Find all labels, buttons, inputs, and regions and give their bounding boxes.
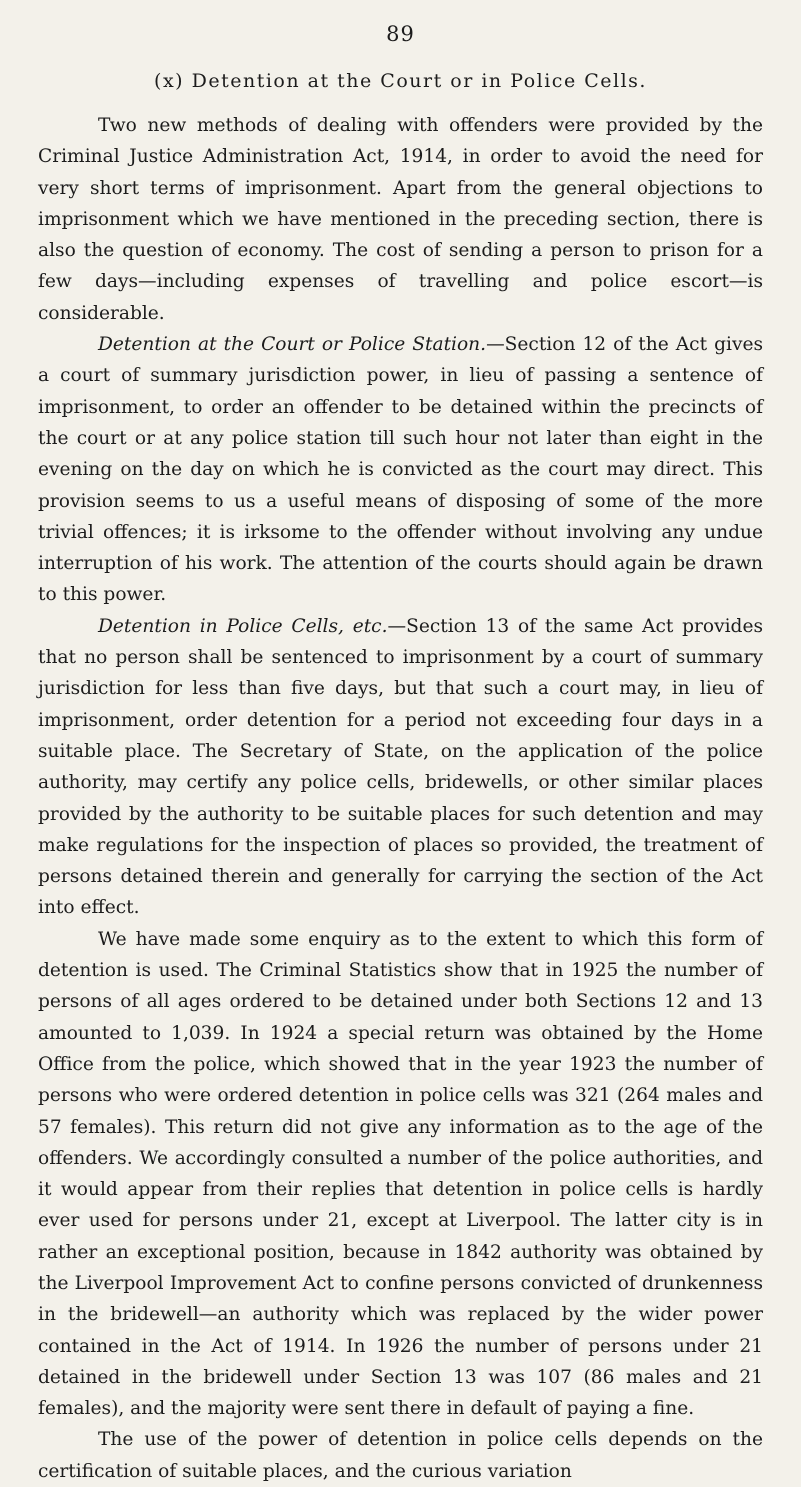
paragraph-text: —Section 13 of the same Act provides that no person shall be sentenced to imprisonment by a court of summary jurisdiction for less than five days, but that such a court may, in lieu of imprisonment, order detention for a period not exceeding four days in a suitable place. The Secretary of State, on the application of the police authority, may certify any police cells, bridewells, or other similar places provided by the authority to be suitable places for such detention and may make regulations for the inspection of places so provided, the treatment of persons detained therein and generally for carrying the section of the Act into effect.: [38, 615, 763, 919]
paragraph: [38, 110, 763, 329]
body-text: [38, 110, 763, 1487]
paragraph: [38, 329, 763, 611]
paragraph-text: Two new methods of dealing with offenders were provided by the Criminal Justice Administration Act, 1914, in order to avoid the need for very short terms of imprisonment. Apart from the general objections to imprisonment which we have mentioned in the preceding section, there is also the question of economy. The cost of sending a person to prison for a few days—including expenses of travelling and police escort—is considerable.: [38, 115, 763, 324]
paragraph: [38, 1424, 763, 1487]
paragraph-text: The use of the power of detention in police cells depends on the certification of suitable places, and the curious variation: [38, 1429, 763, 1482]
paragraph: [38, 924, 763, 1425]
page-number: 89: [386, 22, 415, 46]
paragraph-text: We have made some enquiry as to the extent to which this form of detention is used. The Criminal Statistics show that in 1925 the number of persons of all ages ordered to be detained under both Sections 12 and 13 amounted to 1,039. In 1924 a special return was obtained by the Home Office from the police, which showed that in the year 1923 the number of persons who were ordered detention in police cells was 321 (264 males and 57 females). This return did not give any information as to the age of the offenders. We accordingly consulted a number of the police authorities, and it would appear from their replies that detention in police cells is hardly ever used for persons under 21, except at Liverpool. The latter city is in rather an exceptional position, because in 1842 authority was obtained by the Liverpool Improvement Act to confine persons convicted of drunkenness in the bridewell—an authority which was replaced by the wider power contained in the Act of 1914. In 1926 the number of persons under 21 detained in the bridewell under Section 13 was 107 (86 males and 21 females), and the majority were sent there in default of paying a fine.: [38, 928, 763, 1420]
section-heading: (x) Detention at the Court or in Police Cells.: [154, 70, 647, 92]
paragraph: [38, 611, 763, 924]
paragraph-text: —Section 12 of the Act gives a court of summary jurisdiction power, in lieu of passing a sentence of imprisonment, to order an offender to be detained within the precincts of the court or at any police station till such hour not later than eight in the evening on the day on which he is convicted as the court may direct. This provision seems to us a useful means of disposing of some of the more trivial offences; it is irksome to the offender without involving any undue interruption of his work. The attention of the courts should again be drawn to this power.: [38, 334, 763, 606]
paragraph-lead: Detention at the Court or Police Station.: [98, 334, 487, 356]
paragraph-lead: Detention in Police Cells, etc.: [98, 615, 388, 637]
